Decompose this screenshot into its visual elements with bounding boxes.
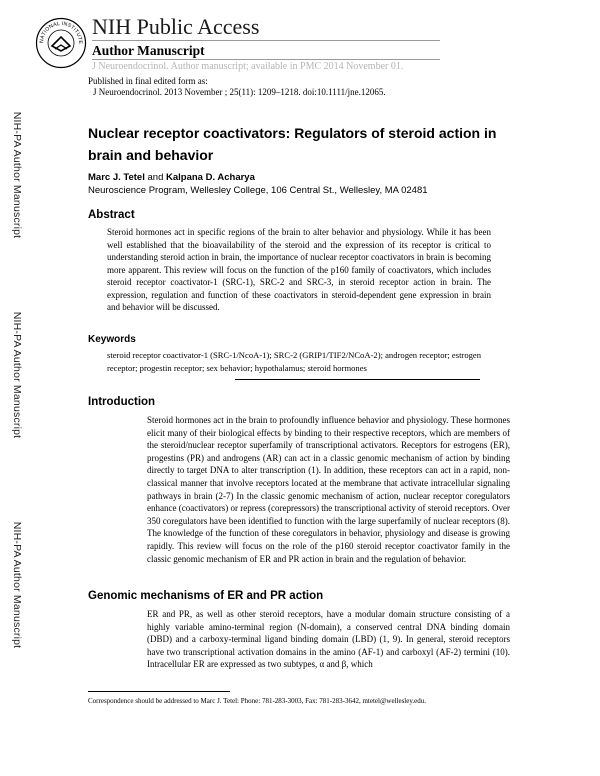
- genomic-mechanisms-text: ER and PR, as well as other steroid receptors, have a modular domain structure consisting of a highly variable amino-terminal region (N-domain), a conserved central DNA binding domain (DBD) and a carboxy-terminal ligand binding domain (LBD) (1, 9). In general, steroid receptors have two transcriptional activation domains in the amino (AF-1) and carboxyl (AF-2) termini (10). Intracellular ER are expressed as two subtypes, α and β, which: [147, 609, 510, 670]
- availability-line: J Neuroendocrinol. Author manuscript; available in PMC 2014 November 01.: [92, 61, 404, 72]
- keywords-text: steroid receptor coactivator-1 (SRC-1/NcoA-1); SRC-2 (GRIP1/TIF2/NCoA-2); androgen receptor; estrogen receptor; progestin receptor; sex behavior; hypothalamus; steroid hormones: [107, 350, 482, 373]
- paper-title: Nuclear receptor coactivators: Regulators of steroid action in brain and behavior: [88, 125, 497, 163]
- header-rule-top: [92, 40, 440, 41]
- sidebar-watermark: [8, 280, 26, 470]
- keywords-rule: [235, 379, 480, 380]
- nih-logo: [35, 17, 87, 69]
- published-line: Published in final edited form as:: [88, 76, 208, 86]
- author-name: Kalpana D. Acharya: [166, 172, 255, 183]
- svg-text:NATIONAL INSTITUTES OF HEALTH: NATIONAL INSTITUTE: [38, 21, 84, 45]
- abstract-heading: Abstract: [88, 209, 135, 221]
- sidebar-watermark-label: NIH-PA Author Manuscript: [11, 311, 23, 439]
- sidebar-watermark-label: NIH-PA Author Manuscript: [11, 521, 23, 649]
- footnote-rule: [88, 691, 230, 692]
- sidebar-watermark: [8, 80, 26, 270]
- introduction-heading: Introduction: [88, 396, 156, 408]
- abstract-text: Steroid hormones act in specific regions of the brain to alter behavior and physiology. While it has been well established that the bioavailability of the steroid and the expression of its receptor is critical to understanding steroid action in brain, the importance of nuclear receptor coactivators in brain is becoming more apparent. This review will focus on the function of the p160 family of coactivators, which includes steroid receptor coactivator-1 (SRC-1), SRC-2 and SRC-3, in steroid receptor action in brain. The expression, regulation and function of these coactivators in steroid-dependent gene expression in brain and behavior will be discussed.: [107, 227, 491, 312]
- affiliation: Neuroscience Program, Wellesley College, 106 Central St., Wellesley, MA 02481: [88, 185, 428, 196]
- author-manuscript-label: Author Manuscript: [92, 43, 205, 58]
- sidebar-watermark-label: NIH-PA Author Manuscript: [11, 111, 23, 239]
- authors: [88, 172, 255, 184]
- correspondence-footnote: Correspondence should be addressed to Marc J. Tetel: Phone: 781-283-3003, Fax: 781-283-3642, mtetel@wellesley.edu.: [88, 697, 426, 705]
- citation: J Neuroendocrinol. 2013 November ; 25(11): 1209–1218. doi:10.1111/jne.12065.: [93, 87, 386, 97]
- genomic-mechanisms-heading: Genomic mechanisms of ER and PR action: [88, 590, 324, 602]
- sidebar-watermark: [8, 490, 26, 680]
- keywords-heading: Keywords: [88, 334, 136, 345]
- author-name: Marc J. Tetel: [88, 172, 145, 183]
- introduction-text: Steroid hormones act in the brain to profoundly influence behavior and physiology. These hormones elicit many of their biological effects by binding to their respective receptors, which are members of the steroid/nuclear receptor superfamily of transcriptional activators. Receptors for estrogens (ER), progestins (PR) and androgens (AR) can act in a classic genomic mechanism of action by binding directly to target DNA to alter transcription (1). In addition, these receptors can act in a rapid, non-classical manner that involve receptors located at the membrane that activate intracellular signaling pathways in brain (2-7) In the classic genomic mechanism of action, nuclear receptor coregulators enhance (coactivators) or repress (corepressors) the transcriptional activity of steroid receptors. Over 350 coregulators have been identified to function with the large superfamily of nuclear receptors (8). The knowledge of the function of these coregulators in behavior, physiology and disease is growing rapidly. This review will focus on the role of the p160 steroid receptor coactivator family in the classic genomic mechanism of ER and PR action in brain and the regulation of behavior.: [147, 415, 510, 564]
- author-joiner: and: [144, 172, 166, 183]
- nih-public-access-title: NIH Public Access: [92, 14, 260, 39]
